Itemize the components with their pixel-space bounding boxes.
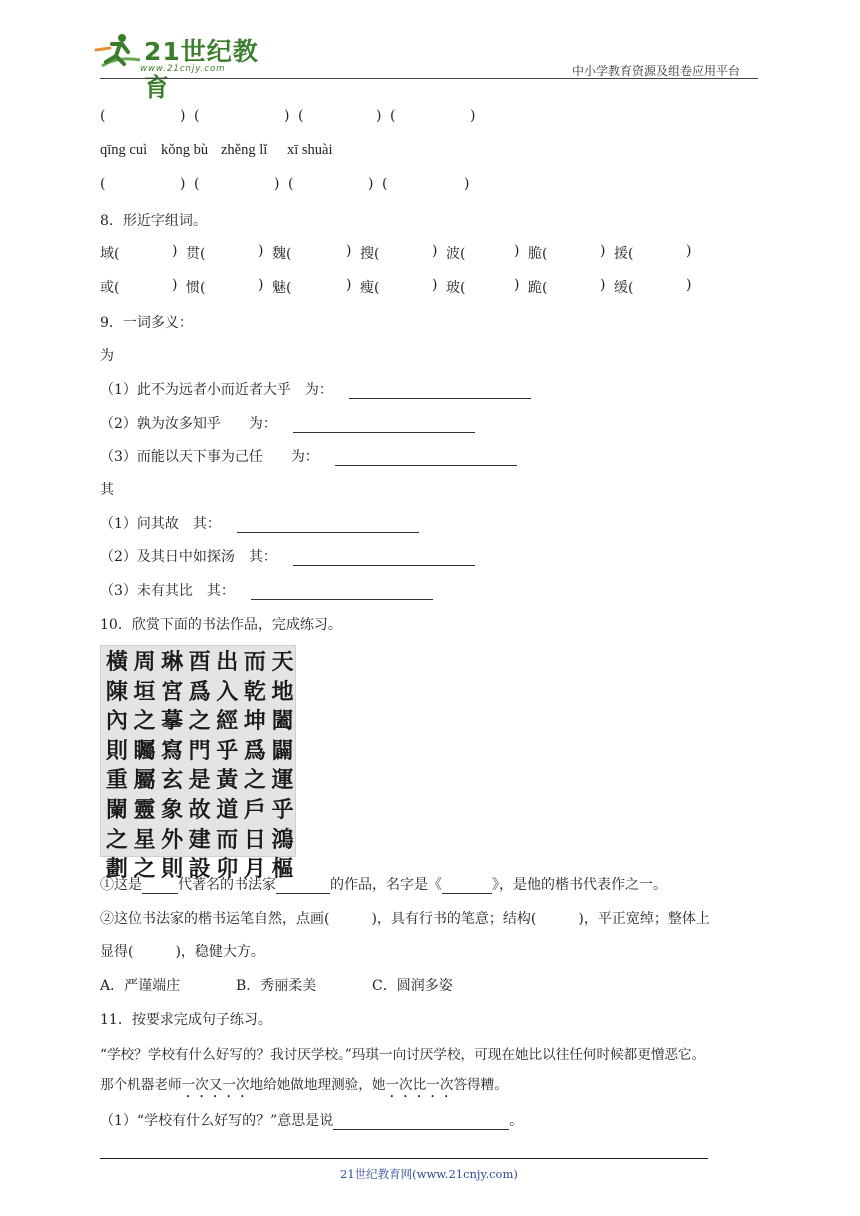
q9-item <box>100 446 517 466</box>
paren-open: ( <box>100 108 106 124</box>
calligraphy-char: 坤 <box>243 708 266 735</box>
calligraphy-char: 而 <box>243 649 266 675</box>
q8-item: 魏( <box>272 246 292 262</box>
answer-blank[interactable] <box>293 549 475 566</box>
calligraphy-char: 橫 <box>105 649 128 675</box>
q9-item <box>100 413 475 433</box>
calligraphy-char: 爲 <box>243 737 266 764</box>
paren-close: ) <box>346 243 352 259</box>
option-c[interactable]: C．圆润多姿 <box>372 978 453 994</box>
calligraphy-char: 重 <box>105 767 128 794</box>
calligraphy-char: 之 <box>133 708 156 735</box>
calligraphy-char: 玄 <box>161 767 184 794</box>
calligraphy-char: 內 <box>105 708 128 735</box>
q9-item-text: （3）而能以天下事为己任 为： <box>100 449 319 465</box>
q8-item: 援( <box>614 246 634 262</box>
q8-item: 域( <box>100 246 120 262</box>
calligraphy-char: 卯 <box>216 856 239 883</box>
site-logo <box>92 30 262 102</box>
passage-text: 地给她做地理测验，她 <box>249 1077 386 1093</box>
q11-passage-line-1: “学校？学校有什么好写的？我讨厌学校。”玛琪一向讨厌学校，可现在她比以往任何时候都更憎恶它。 <box>100 1047 706 1063</box>
paren-close: ) <box>432 277 438 293</box>
calligraphy-char: 日 <box>243 826 266 853</box>
q11-passage-line-2 <box>100 1073 508 1101</box>
q10-text: 》，是他的楷书代表作之一。 <box>492 877 667 893</box>
calligraphy-char: 之 <box>188 708 211 735</box>
answer-blank[interactable] <box>349 382 531 399</box>
runner-logo-icon <box>92 30 142 76</box>
calligraphy-char: 設 <box>188 856 211 883</box>
calligraphy-image <box>100 645 296 883</box>
q10-line-1 <box>100 874 667 894</box>
calligraphy-char: 樞 <box>271 856 294 883</box>
q8-item: 波( <box>446 246 466 262</box>
calligraphy-char: 闢 <box>271 737 294 764</box>
calligraphy-column <box>214 648 241 885</box>
paren-close: ) <box>368 176 374 192</box>
q11-title: 11．按要求完成句子练习。 <box>100 1012 272 1028</box>
paren-close: ) <box>172 243 178 259</box>
paren-close: ) <box>258 277 264 293</box>
calligraphy-char: 月 <box>243 856 266 883</box>
answer-blank[interactable] <box>442 877 492 894</box>
q9-title: 9．一词多义： <box>100 315 193 331</box>
q8-title: 8．形近字组词。 <box>100 213 207 229</box>
calligraphy-char: 故 <box>188 796 211 823</box>
paren-open: ( <box>390 108 396 124</box>
calligraphy-char: 象 <box>161 796 184 823</box>
calligraphy-char: 宮 <box>161 678 184 705</box>
answer-blank[interactable] <box>237 516 419 533</box>
calligraphy-char: 星 <box>133 826 156 853</box>
q7-paren-row-1 <box>100 108 520 128</box>
emphasis-text: 一次又一次 <box>181 1077 250 1093</box>
calligraphy-char: 出 <box>216 649 239 675</box>
q8-item: 跪( <box>528 280 548 296</box>
q8-row-1 <box>100 243 700 263</box>
calligraphy-char: 則 <box>161 856 184 883</box>
logo-url: www.21cnjy.com <box>140 64 226 74</box>
calligraphy-char: 門 <box>188 737 211 764</box>
q9-item <box>100 546 475 566</box>
calligraphy-char: 地 <box>271 678 294 705</box>
calligraphy-char: 天 <box>271 649 294 675</box>
paren-close: ) <box>432 243 438 259</box>
paren-open: ( <box>194 108 200 124</box>
q9-word-2: 其 <box>100 482 114 498</box>
platform-title: 中小学教育资源及组卷应用平台 <box>572 64 741 78</box>
calligraphy-char: 靈 <box>133 796 156 823</box>
pinyin-item: qīng cuì <box>100 142 148 158</box>
calligraphy-char: 劃 <box>105 856 128 883</box>
paren-close: ) <box>346 277 352 293</box>
q10-title: 10．欣赏下面的书法作品，完成练习。 <box>100 617 342 633</box>
q11-text: 。 <box>509 1113 524 1129</box>
paren-close: ) <box>180 108 186 124</box>
q10-line-2: ②这位书法家的楷书运笔自然，点画( )，具有行书的笔意；结构( )，平正宽绰；整体上 <box>100 911 710 927</box>
calligraphy-char: 是 <box>188 767 211 794</box>
paren-open: ( <box>298 108 304 124</box>
q9-item-text: （1）问其故 其： <box>100 516 221 532</box>
answer-blank[interactable] <box>335 449 517 466</box>
paren-close: ) <box>514 277 520 293</box>
calligraphy-char: 建 <box>188 826 211 853</box>
calligraphy-column <box>269 648 296 885</box>
q10-text: 代著名的书法家 <box>178 877 276 893</box>
q7-paren-row-2 <box>100 176 520 196</box>
calligraphy-char: 周 <box>133 649 156 675</box>
q10-options <box>100 975 520 995</box>
q9-word-1: 为 <box>100 348 114 364</box>
paren-close: ) <box>376 108 382 124</box>
q9-item <box>100 513 419 533</box>
calligraphy-char: 運 <box>271 767 294 794</box>
calligraphy-char: 陳 <box>105 678 128 705</box>
calligraphy-column <box>241 648 268 885</box>
paren-close: ) <box>686 277 692 293</box>
q9-item-text: （2）孰为汝多知乎 为： <box>100 416 277 432</box>
calligraphy-char: 爲 <box>188 678 211 705</box>
calligraphy-char: 乾 <box>243 678 266 705</box>
q9-item-text: （2）及其日中如探汤 其： <box>100 549 277 565</box>
q8-item: 或( <box>100 280 120 296</box>
paren-close: ) <box>464 176 470 192</box>
q8-item: 魅( <box>272 280 292 296</box>
calligraphy-column <box>131 648 158 885</box>
pinyin-item: zhěng lǐ <box>221 142 268 158</box>
calligraphy-char: 外 <box>161 826 184 853</box>
q8-item: 缓( <box>614 280 634 296</box>
calligraphy-char: 琳 <box>161 649 184 675</box>
calligraphy-column <box>103 648 130 885</box>
q9-item <box>100 379 531 399</box>
calligraphy-char: 入 <box>216 678 239 705</box>
calligraphy-char: 摹 <box>161 708 184 735</box>
q7-pinyin-row <box>100 142 460 162</box>
answer-blank[interactable] <box>276 877 330 894</box>
paren-close: ) <box>172 277 178 293</box>
calligraphy-char: 闌 <box>105 796 128 823</box>
q10-text: 的作品，名字是《 <box>330 877 442 893</box>
answer-blank[interactable] <box>333 1113 509 1130</box>
calligraphy-column <box>159 648 186 885</box>
calligraphy-char: 寫 <box>161 737 184 764</box>
option-b[interactable]: B．秀丽柔美 <box>236 978 317 994</box>
footer-text: 21世纪教育网(www.21cnjy.com) <box>340 1167 518 1181</box>
calligraphy-char: 黃 <box>216 767 239 794</box>
paren-close: ) <box>470 108 476 124</box>
calligraphy-char: 則 <box>105 737 128 764</box>
paren-close: ) <box>686 243 692 259</box>
pinyin-item: kǒng bù <box>161 142 209 158</box>
calligraphy-char: 之 <box>133 856 156 883</box>
paren-close: ) <box>274 176 280 192</box>
q9-item-text: （1）此不为远者小而近者大乎 为： <box>100 382 333 398</box>
paren-close: ) <box>180 176 186 192</box>
passage-text: 答得糟。 <box>453 1077 508 1093</box>
header-divider <box>100 78 758 79</box>
calligraphy-char: 矚 <box>133 737 156 764</box>
calligraphy-char: 而 <box>216 826 239 853</box>
q8-item: 贯( <box>186 246 206 262</box>
calligraphy-char: 垣 <box>133 678 156 705</box>
q10-line-3: 显得( )，稳健大方。 <box>100 944 265 960</box>
paren-close: ) <box>284 108 290 124</box>
calligraphy-char: 戶 <box>243 796 266 823</box>
calligraphy-char: 鴻 <box>271 826 294 853</box>
answer-blank[interactable] <box>251 583 433 600</box>
calligraphy-char: 道 <box>216 796 239 823</box>
calligraphy-char: 之 <box>105 826 128 853</box>
paren-open: ( <box>194 176 200 192</box>
logo-text: 21世纪教育 <box>144 37 259 102</box>
paren-open: ( <box>382 176 388 192</box>
q8-item: 惯( <box>186 280 206 296</box>
passage-text: 那个机器老师 <box>100 1077 182 1093</box>
paren-close: ) <box>258 243 264 259</box>
answer-blank[interactable] <box>142 877 178 894</box>
q9-item <box>100 580 433 600</box>
pinyin-item: xī shuài <box>287 142 333 158</box>
footer-divider <box>100 1158 708 1159</box>
calligraphy-column <box>186 648 213 885</box>
option-a[interactable]: A．严谨端庄 <box>100 978 181 994</box>
q8-item: 瘦( <box>360 280 380 296</box>
paren-close: ) <box>600 243 606 259</box>
q10-text: ①这是 <box>100 877 142 893</box>
q11-sub-1 <box>100 1110 523 1130</box>
paren-close: ) <box>600 277 606 293</box>
calligraphy-char: 屬 <box>133 767 156 794</box>
calligraphy-char: 乎 <box>216 737 239 764</box>
q8-item: 搜( <box>360 246 380 262</box>
q8-row-2 <box>100 277 700 297</box>
paren-open: ( <box>288 176 294 192</box>
calligraphy-char: 經 <box>216 708 239 735</box>
q8-item: 脆( <box>528 246 548 262</box>
q11-text: （1）“学校有什么好写的？”意思是说 <box>100 1113 334 1129</box>
paren-open: ( <box>100 176 106 192</box>
calligraphy-char: 酉 <box>188 649 211 675</box>
emphasis-text: 一次比一次 <box>385 1077 454 1093</box>
calligraphy-char: 闔 <box>271 708 294 735</box>
paren-close: ) <box>514 243 520 259</box>
q9-item-text: （3）未有其比 其： <box>100 583 235 599</box>
q8-item: 玻( <box>446 280 466 296</box>
calligraphy-char: 之 <box>243 767 266 794</box>
calligraphy-char: 乎 <box>271 796 294 823</box>
answer-blank[interactable] <box>293 416 475 433</box>
